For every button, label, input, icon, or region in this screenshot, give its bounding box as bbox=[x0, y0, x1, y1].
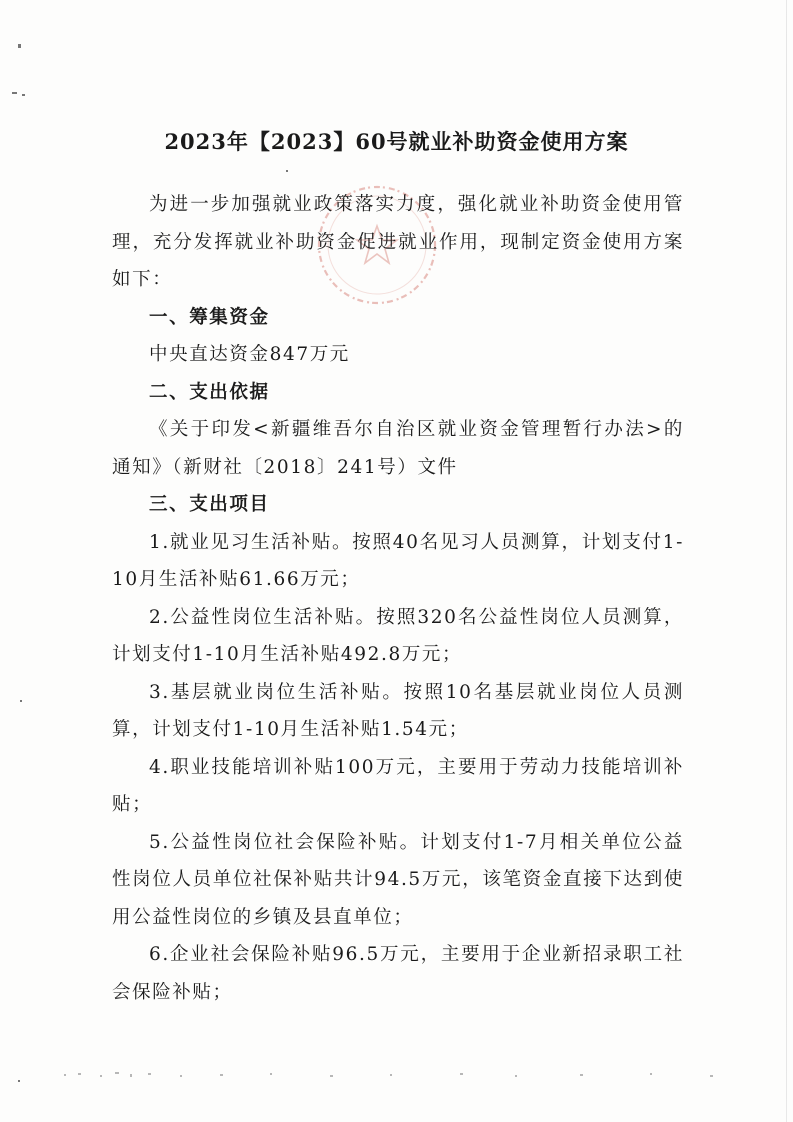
expense-item: 1.就业见习生活补贴。按照40名见习人员测算，计划支付1-10月生活补贴61.66万元； bbox=[112, 531, 684, 590]
expense-item: 6.企业社会保险补贴96.5万元，主要用于企业新招录职工社会保险补贴； bbox=[112, 944, 684, 1003]
section-heading-basis: 二、支出依据 bbox=[149, 381, 270, 403]
scan-speck bbox=[18, 44, 21, 48]
document-body bbox=[112, 186, 684, 1011]
basis-paragraph: 《关于印发<新疆维吾尔自治区就业资金管理暂行办法>的通知》（新财社〔2018〕241号）文件 bbox=[112, 419, 684, 478]
scan-edge bbox=[786, 0, 787, 1122]
scan-speck bbox=[22, 94, 25, 96]
expense-item: 4.职业技能培训补贴100万元，主要用于劳动力技能培训补贴； bbox=[112, 756, 684, 815]
expense-item: 3.基层就业岗位生活补贴。按照10名基层就业岗位人员测算，计划支付1-10月生活补贴1.54元； bbox=[112, 681, 684, 740]
scan-speck bbox=[20, 700, 22, 702]
scan-speck bbox=[12, 92, 17, 94]
funding-paragraph: 中央直达资金847万元 bbox=[149, 344, 350, 365]
section-heading-funding: 一、筹集资金 bbox=[149, 306, 270, 328]
intro-paragraph: 为进一步加强就业政策落实力度，强化就业补助资金使用管理，充分发挥就业补助资金促进就业作用，现制定资金使用方案如下： bbox=[112, 194, 684, 290]
section-heading-items: 三、支出项目 bbox=[149, 494, 270, 515]
expense-item: 5.公益性岗位社会保险补贴。计划支付1-7月相关单位公益性岗位人员单位社保补贴共计94.5万元，该笔资金直接下达到使用公益性岗位的乡镇及县直单位； bbox=[112, 831, 684, 928]
scan-speck bbox=[286, 170, 288, 172]
expense-item: 2.公益性岗位生活补贴。按照320名公益性岗位人员测算，计划支付1-10月生活补贴492.8万元； bbox=[112, 606, 684, 665]
scan-noise bbox=[60, 1068, 740, 1082]
document-title: 2023年【2023】60号就业补助资金使用方案 bbox=[164, 129, 629, 155]
scan-speck bbox=[18, 1080, 20, 1082]
